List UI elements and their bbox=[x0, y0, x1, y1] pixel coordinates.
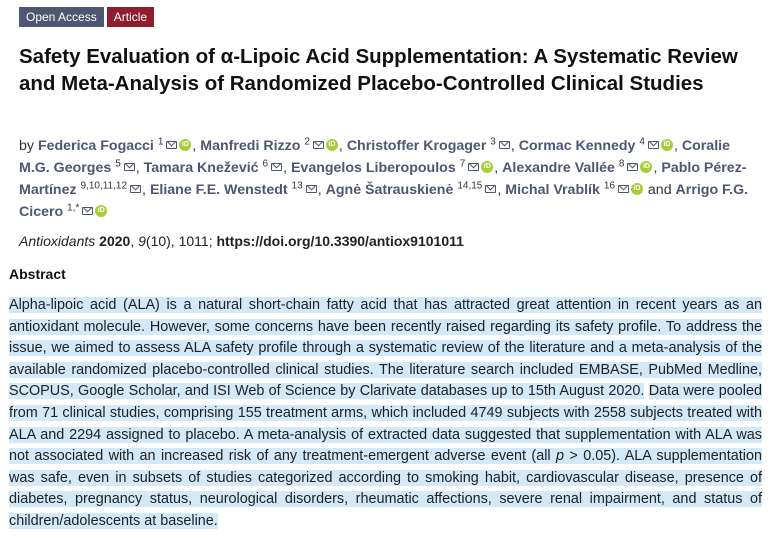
author-affiliation: 5 bbox=[115, 158, 121, 170]
orcid-icon[interactable]: iD bbox=[481, 161, 493, 173]
author-conjunction: and bbox=[647, 182, 672, 198]
mail-icon[interactable] bbox=[130, 185, 141, 193]
mail-icon[interactable] bbox=[313, 141, 324, 149]
orcid-icon[interactable]: iD bbox=[179, 139, 191, 151]
citation-year: 2020 bbox=[99, 233, 131, 249]
author-separator: , bbox=[192, 138, 197, 154]
author-affiliation: 14,15 bbox=[457, 180, 483, 192]
mail-icon[interactable] bbox=[166, 141, 177, 149]
author-name[interactable]: Federica Fogacci bbox=[37, 138, 154, 154]
author-affiliation: 2 bbox=[304, 136, 310, 148]
author-separator: , bbox=[497, 182, 502, 198]
mail-icon[interactable] bbox=[271, 163, 282, 171]
citation-issue-pages: (10), 1011; bbox=[145, 233, 217, 249]
author-affiliation: 13 bbox=[291, 180, 303, 192]
orcid-icon[interactable]: iD bbox=[631, 183, 643, 195]
abstract-text-part1: Alpha-lipoic acid (ALA) is a natural short-chain fatty acid that has attracted great attention in recent years as an antioxidant molecule. However, some concerns have been recently raised regarding its safety profile. To address the issue, we aimed to assess ALA safety profile through a systematic review of the literature and a meta-analysis of the available randomized placebo-controlled clinical studies. The literature search included EMBASE, PubMed Medline, SCOPUS, Google Scholar, and ISI Web of Science by Clarivate databases up to 15th August 2020. bbox=[9, 297, 762, 400]
byline-prefix: by bbox=[19, 138, 34, 154]
author-list bbox=[19, 135, 759, 223]
citation-line bbox=[19, 231, 464, 251]
journal-name[interactable]: Antioxidants bbox=[19, 233, 96, 249]
mail-icon[interactable] bbox=[306, 185, 317, 193]
author-name[interactable]: Evangelos Liberopoulos bbox=[290, 160, 456, 176]
mail-icon[interactable] bbox=[485, 185, 496, 193]
author-separator: , bbox=[283, 160, 288, 176]
article-title: Safety Evaluation of α-Lipoic Acid Supplementation: A Systematic Review and Meta-Analysis of Randomized Placebo-Controlled Clinical Studies bbox=[19, 45, 738, 95]
mail-icon[interactable] bbox=[499, 141, 510, 149]
abstract-p-symbol: p bbox=[556, 448, 565, 465]
author-affiliation: 8 bbox=[618, 158, 625, 170]
abstract-body bbox=[9, 295, 762, 533]
orcid-icon[interactable]: iD bbox=[661, 139, 673, 151]
author-name[interactable]: Tamara Knežević bbox=[143, 160, 259, 176]
orcid-icon[interactable]: iD bbox=[640, 161, 652, 173]
author-separator: , bbox=[317, 182, 322, 198]
author-affiliation: 9,10,11,12 bbox=[80, 180, 128, 192]
abstract-text-part2b: > 0.05). ALA supplementation was safe, even in subsets of studies categorized according to smoking habit, cardiovascular disease, presence of diabetes, pregnancy status, neurological disorders, rheumatic affections, severe renal impairment, and status of children/adolescents at baseline. bbox=[9, 448, 763, 529]
mail-icon[interactable] bbox=[627, 163, 638, 171]
doi-link[interactable]: https://doi.org/10.3390/antiox9101011 bbox=[216, 233, 464, 249]
mail-icon[interactable] bbox=[124, 163, 135, 171]
mail-icon[interactable] bbox=[618, 185, 629, 193]
author-affiliation: 1,* bbox=[67, 202, 80, 214]
mail-icon[interactable] bbox=[648, 141, 659, 149]
mail-icon[interactable] bbox=[468, 163, 479, 171]
author-affiliation: 7 bbox=[459, 158, 466, 170]
author-name[interactable]: Eliane F.E. Wenstedt bbox=[149, 182, 288, 198]
author-separator: , bbox=[338, 138, 343, 154]
volume-prefix: , bbox=[130, 233, 139, 249]
author-name[interactable]: Coralie M.G. Georges bbox=[19, 138, 730, 176]
author-separator: , bbox=[510, 138, 515, 154]
citation-volume: 9 bbox=[138, 233, 146, 249]
author-name[interactable]: Cormac Kennedy bbox=[518, 138, 636, 154]
author-affiliation: 6 bbox=[262, 158, 269, 170]
author-name[interactable]: Manfredi Rizzo bbox=[200, 138, 301, 154]
article-type-badge: Article bbox=[107, 7, 154, 27]
author-name[interactable]: Alexandre Vallée bbox=[502, 160, 615, 176]
author-separator: , bbox=[494, 160, 499, 176]
abstract-heading: Abstract bbox=[9, 266, 66, 282]
author-name[interactable]: Michal Vrablík bbox=[505, 182, 600, 198]
author-separator: , bbox=[653, 160, 658, 176]
open-access-badge[interactable]: Open Access bbox=[19, 7, 104, 27]
author-name[interactable]: Christoffer Krogager bbox=[346, 138, 487, 154]
author-separator: , bbox=[135, 160, 140, 176]
authors-container bbox=[19, 138, 748, 220]
author-name[interactable]: Arrigo F.G. Cicero bbox=[19, 182, 749, 220]
author-affiliation: 3 bbox=[490, 136, 496, 148]
author-affiliation: 4 bbox=[639, 136, 645, 148]
author-separator: , bbox=[142, 182, 146, 198]
author-name[interactable]: Pablo Pérez-Martínez bbox=[19, 160, 747, 198]
mail-icon[interactable] bbox=[82, 207, 93, 215]
author-affiliation: 16 bbox=[603, 180, 615, 192]
author-separator: , bbox=[673, 138, 678, 154]
orcid-icon[interactable]: iD bbox=[326, 139, 338, 151]
abstract-text-part2a: Data were pooled from 71 clinical studies, comprising 155 treatment arms, which included 4749 subjects with 2558 subjects treated with ALA and 2294 assigned to placebo. A meta-analysis of extracted data suggested that supplementation with ALA was not associated with an increased risk of any treatment-emergent adverse event (all bbox=[9, 383, 762, 465]
author-affiliation: 1 bbox=[157, 136, 164, 148]
badge-row bbox=[19, 7, 154, 27]
author-name[interactable]: Agnė Šatrauskienė bbox=[325, 182, 454, 198]
orcid-icon[interactable]: iD bbox=[95, 205, 107, 217]
